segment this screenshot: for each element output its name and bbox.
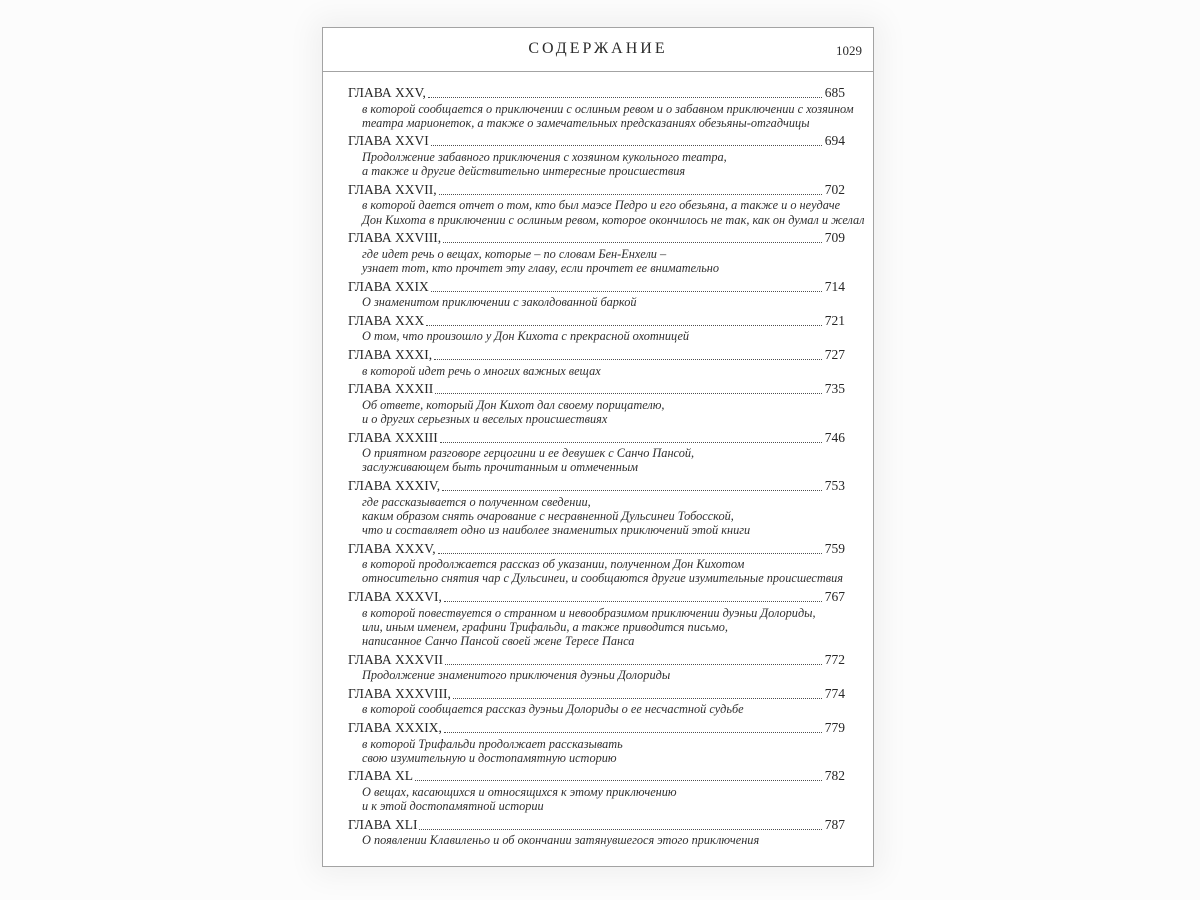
toc-entry xyxy=(348,133,845,178)
dot-leader xyxy=(419,829,821,830)
chapter-label: ГЛАВА XLI xyxy=(348,816,418,832)
dot-leader xyxy=(444,601,822,602)
entry-description xyxy=(362,247,845,275)
toc-entry-title-row xyxy=(348,182,845,199)
entry-description xyxy=(362,785,845,813)
toc-entry xyxy=(348,347,845,378)
description-line: О появлении Клавиленьо и об окончании затянувшегося этого приключения xyxy=(362,833,760,848)
chapter-label: ГЛАВА XXXVI, xyxy=(348,589,442,605)
chapter-label: ГЛАВА XXIX xyxy=(348,278,429,294)
toc-entry xyxy=(348,541,845,586)
description-line: где идет речь о вещах, которые – по словам Бен-Енхели – xyxy=(362,246,667,261)
description-line: Продолжение забавного приключения с хозяином кукольного театра, xyxy=(362,149,727,164)
entry-page-number: 721 xyxy=(824,312,845,328)
entry-page-number: 772 xyxy=(824,651,845,667)
toc-entry-title-row xyxy=(348,478,845,495)
toc-entry-title-row xyxy=(348,720,845,737)
dot-leader xyxy=(439,194,822,195)
entry-description xyxy=(362,557,845,585)
entry-description xyxy=(362,295,845,309)
entry-page-number: 759 xyxy=(824,540,845,556)
toc-entry-title-row xyxy=(348,652,845,669)
entry-page-number: 774 xyxy=(824,685,845,701)
entry-description xyxy=(362,150,845,178)
toc-entry-title-row xyxy=(348,686,845,703)
description-line: в которой Трифальди продолжает рассказывать xyxy=(362,736,623,751)
page-title: СОДЕРЖАНИЕ xyxy=(528,40,668,57)
description-line: в которой продолжается рассказ об указании, полученном Дон Кихотом xyxy=(362,557,745,572)
toc-entry-title-row xyxy=(348,133,845,150)
chapter-label: ГЛАВА XXXVII xyxy=(348,651,443,667)
description-line: Продолжение знаменитого приключения дуэньи Долориды xyxy=(362,668,671,683)
chapter-label: ГЛАВА XXXVIII, xyxy=(348,685,451,701)
description-line: Дон Кихота в приключении с ослиным ревом, которое окончилось не так, как он думал и желал xyxy=(362,212,865,227)
dot-leader xyxy=(428,97,822,98)
description-line: относительно снятия чар с Дульсинеи, и сообщаются другие изумительные происшествия xyxy=(362,571,843,586)
chapter-label: ГЛАВА XXX xyxy=(348,312,425,328)
description-line: О том, что произошло у Дон Кихота с прекрасной охотницей xyxy=(362,329,690,344)
entry-description xyxy=(362,737,845,765)
chapter-label: ГЛАВА XXXI, xyxy=(348,347,433,363)
chapter-label: ГЛАВА XXXV, xyxy=(348,540,436,556)
description-line: Об ответе, который Дон Кихот дал своему порицателю, xyxy=(362,397,665,412)
entry-page-number: 787 xyxy=(824,816,845,832)
toc-entry xyxy=(348,85,854,130)
chapter-label: ГЛАВА XXVIII, xyxy=(348,230,442,246)
dot-leader xyxy=(445,664,822,665)
entry-description xyxy=(362,668,845,682)
entry-page-number: 727 xyxy=(824,347,845,363)
entry-description xyxy=(362,606,845,649)
toc-entry xyxy=(348,430,845,475)
toc-entry xyxy=(348,686,845,717)
entry-description xyxy=(362,398,845,426)
toc-entry-title-row xyxy=(348,817,845,834)
book-page xyxy=(322,27,874,867)
dot-leader xyxy=(434,359,822,360)
toc-entry-title-row xyxy=(348,381,845,398)
description-line: и о других серьезных и веселых происшествиях xyxy=(362,411,608,426)
toc-entry xyxy=(348,478,845,537)
entry-description xyxy=(362,329,845,343)
entry-page-number: 746 xyxy=(824,429,845,445)
description-line: в которой повествуется о странном и невообразимом приключении дуэньи Долориды, xyxy=(362,605,816,620)
description-line: О знаменитом приключении с заколдованной баркой xyxy=(362,295,637,310)
entry-description xyxy=(362,446,845,474)
description-line: а также и другие действительно интересные происшествия xyxy=(362,164,686,179)
entry-page-number: 782 xyxy=(824,768,845,784)
dot-leader xyxy=(415,780,822,781)
entry-page-number: 702 xyxy=(824,181,845,197)
chapter-label: ГЛАВА XXXIV, xyxy=(348,478,441,494)
dot-leader xyxy=(444,732,822,733)
description-line: заслуживающем быть прочитанным и отмеченным xyxy=(362,460,639,475)
dot-leader xyxy=(453,698,822,699)
toc-entry xyxy=(348,817,845,848)
entry-page-number: 779 xyxy=(824,720,845,736)
toc-entry xyxy=(348,181,865,227)
folio-page-number: 1029 xyxy=(836,43,862,58)
description-line: что и составляет одно из наиболее знаменитых приключений этой книги xyxy=(362,522,751,537)
description-line: в которой сообщается рассказ дуэньи Долориды о ее несчастной судьбе xyxy=(362,702,744,717)
toc-entry xyxy=(348,720,845,765)
description-line: театра марионеток, а также о замечательных предсказаниях обезьяны-отгадчицы xyxy=(362,115,810,130)
entry-page-number: 685 xyxy=(824,85,845,100)
entry-page-number: 694 xyxy=(824,133,845,149)
entry-page-number: 767 xyxy=(824,589,845,605)
description-line: О приятном разговоре герцогини и ее девушек с Санчо Пансой, xyxy=(362,446,695,461)
chapter-label: ГЛАВА XXV, xyxy=(348,85,426,100)
chapter-label: ГЛАВА XXVI xyxy=(348,133,429,149)
dot-leader xyxy=(442,490,822,491)
entry-description xyxy=(362,495,845,538)
page-header xyxy=(323,28,873,72)
toc-entry xyxy=(348,381,845,426)
toc-entry-title-row xyxy=(348,768,845,785)
entry-page-number: 709 xyxy=(824,230,845,246)
dot-leader xyxy=(431,145,822,146)
toc-entry xyxy=(348,589,845,648)
description-line: свою изумительную и достопамятную историю xyxy=(362,750,617,765)
description-line: в которой сообщается о приключении с ослиным ревом и о забавном приключении с хозяином xyxy=(362,101,854,116)
description-line: в которой идет речь о многих важных вещах xyxy=(362,363,601,378)
chapter-label: ГЛАВА XL xyxy=(348,768,413,784)
toc-entry-title-row xyxy=(348,347,845,364)
description-line: и к этой достопамятной истории xyxy=(362,799,544,814)
entry-description xyxy=(362,101,854,130)
entry-description xyxy=(362,364,845,378)
description-line: где рассказывается о полученном сведении, xyxy=(362,494,591,509)
toc-entry-title-row xyxy=(348,279,845,296)
toc-entry xyxy=(348,768,845,813)
dot-leader xyxy=(426,325,822,326)
entry-page-number: 714 xyxy=(824,278,845,294)
entry-description xyxy=(362,198,865,227)
entry-description xyxy=(362,702,845,716)
toc-entry-title-row xyxy=(348,313,845,330)
dot-leader xyxy=(438,553,822,554)
toc-entry-title-row xyxy=(348,230,845,247)
toc-entry xyxy=(348,313,845,344)
description-line: каким образом снять очарование с несравненной Дульсинеи Тобосской, xyxy=(362,508,734,523)
entry-page-number: 753 xyxy=(824,478,845,494)
description-line: в которой дается отчет о том, кто был маэсе Педро и его обезьяна, а также и о неудаче xyxy=(362,198,841,213)
chapter-label: ГЛАВА XXXIX, xyxy=(348,720,442,736)
description-line: или, иным именем, графини Трифальди, а также приводится письмо, xyxy=(362,619,728,634)
description-line: написанное Санчо Пансой своей жене Тересе Панса xyxy=(362,633,635,648)
description-line: узнает тот, кто прочтет эту главу, если прочтет ее внимательно xyxy=(362,260,720,275)
dot-leader xyxy=(435,393,822,394)
entry-description xyxy=(362,833,845,847)
toc-entry-title-row xyxy=(348,541,845,558)
dot-leader xyxy=(440,442,822,443)
dot-leader xyxy=(443,242,822,243)
chapter-label: ГЛАВА XXXIII xyxy=(348,429,438,445)
chapter-label: ГЛАВА XXXII xyxy=(348,381,434,397)
dot-leader xyxy=(431,291,822,292)
description-line: О вещах, касающихся и относящихся к этому приключению xyxy=(362,784,677,799)
entry-page-number: 735 xyxy=(824,381,845,397)
toc-entry xyxy=(348,230,845,275)
toc-entry xyxy=(348,279,845,310)
toc-entry-title-row xyxy=(348,430,845,447)
toc-entry-title-row xyxy=(348,85,845,102)
toc-entry xyxy=(348,652,845,683)
chapter-label: ГЛАВА XXVII, xyxy=(348,181,437,197)
toc-entry-title-row xyxy=(348,589,845,606)
toc-list xyxy=(323,72,873,848)
